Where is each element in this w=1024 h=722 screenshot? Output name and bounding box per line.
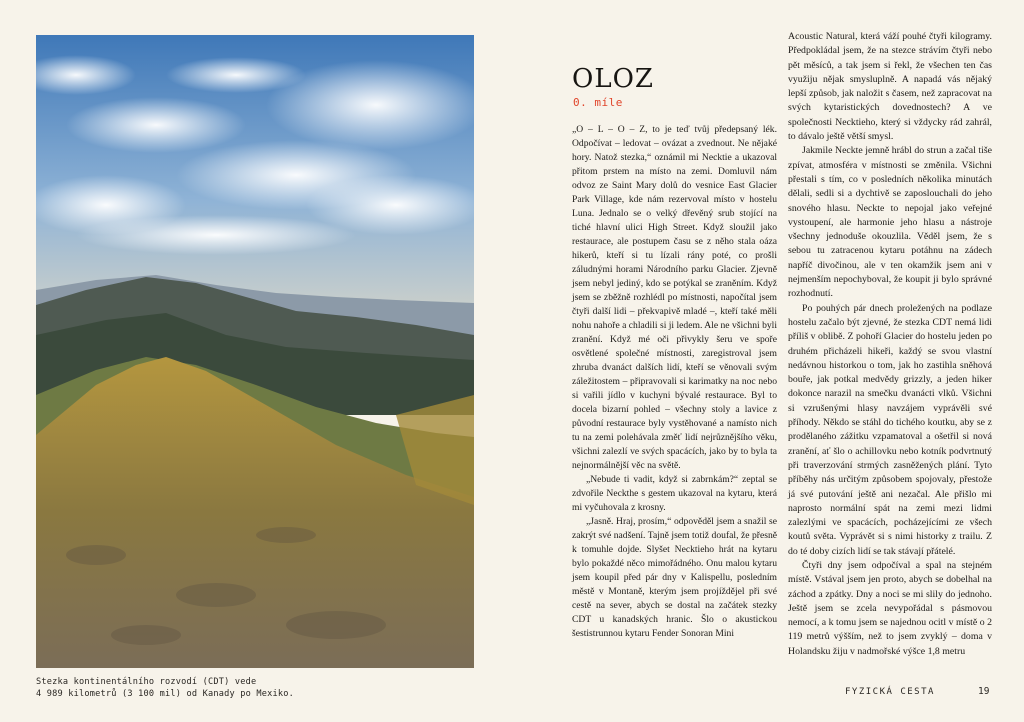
photo-caption [36,676,476,700]
paragraph: Po pouhých pár dnech proležených na podlaze hostelu začalo být zjevné, že stezka CDT nemá lidi příliš v oblibě. Z pohoří Glacier do hostelu jeden po druhém přicházeli hikeři, každý se svou vlastní nedávnou historkou o tom, jak ho zastihla sněhová bouře, jak potkal medvědy grizzly, a jeden hiker dokonce narazil na smečku dvanácti vlků. Všichni si vzrušenými hlasy navzájem vyprávěli své příhody. Někdo se stáhl do tichého koutku, aby se z prodělaného zážitku vzpamatoval a ošetřil si nová zranění, ať šlo o achillovku nebo kotník podvrtnutý při traverzování strmých zasněžených plání. Tyto příběhy nás určitým způsobem spojovaly, přestože já své putování ještě ani nezačal. Ale přišlo mi naprosto normální spát na zemi mezi lidmi zalezlými ve spacácích, pocházejícími ze všech koutů světa. Vyprávět si s nimi historky z trailu. Z do té doby cizích lidí se tak stávají přátelé. [788,302,992,557]
text-column-right [788,30,992,659]
paragraph: Čtyři dny jsem odpočíval a spal na stejném místě. Vstával jsem jen proto, abych se dobelhal na záchod a zpátky. Dny a noci se mi slily do jednoho. Ještě jsem se zcela nevypořádal s pásmovou nemocí, a k tomu jsem se najednou ocitl v místě o 2 119 metrů výšším, než to jsem zvyklý – doma v Holandsku žiju v nadmořské výšce 1,8 metru [788,559,992,657]
running-footer: FYZICKÁ CESTA [845,687,935,697]
paragraph: „Nebude ti vadit, když si zabrnkám?“ zeptal se zdvořile Neckthe s gestem ukazoval na kytaru, která mi vyčuhovala z krosny. [572,474,777,513]
caption-line-1: Stezka kontinentálního rozvodí (CDT) vede [36,677,257,687]
chapter-subtitle: 0. míle [573,96,623,109]
paragraph: Acoustic Natural, která váží pouhé čtyři kilogramy. Předpokládal jsem, že na stezce strávím čtyři nebo pět měsíců, a tak jsem si řekl, že všechen ten čas využiju nějak smysluplně. A napadá vás nějaký lepší způsob, jak naložit s časem, než zapracovat na svých kytaristických dovednostech? A ve společnosti Necktieho, který si vždycky rád zahrál, to dávalo ještě větší smysl. [788,31,992,143]
trail-photo [36,35,474,668]
paragraph: Jakmile Neckte jemně hrábl do strun a začal tiše zpívat, atmosféra v místnosti se změnila. Všichni přestali s tím, co v posledních několika minutách dělali, sedli si a dychtivě se zaposlouchali do jeho snového hlasu. Neckte to nepojal jako veřejné vystoupení, ale harmonie jeho hlasu a nástroje všechny jednoduše okouzlila. Věděl jsem, že s sebou tu zatracenou kytaru potáhnu na zádech napříč divočinou, ale v ten okamžik jsem ani v nejmenším nepochyboval, že koupit ji bylo správné rozhodnutí. [788,145,992,300]
text-column-left [572,123,777,641]
paragraph: „O – L – O – Z, to je teď tvůj předepsaný lék. Odpočívat – ledovat – ovázat a zvednout. Ne nějaké hory. Natož stezka,“ oznámil mi Necktie a ukazoval přitom prstem na místo na zemi. Domluvil nám odvoz ze Saint Mary dolů do vesnice East Glacier Park Village, kde nám rezervoval místo v hostelu Luna. Jednalo se o velký dřevěný srub stojící na tiché hlavní ulici High Street. Když sloužil jako restaurace, ale postupem času se z něho stala oáza hikerů, kteří si tu lízali rány poté, co prošli záludnými horami Národního parku Glacier. Zjevně jsem nebyl jediný, kdo se potýkal se zraněním. Když jsem se zběžně rozhlédl po místnosti, napočítal jsem čtyři další lidi – překvapivě mladé –, kteří také měli nohu nahoře a chladili si ji ledem. Ale ne všichni byli zranění. Když mé oči přivykly šeru ve spoře osvětlené společné místnosti, zaregistroval jsem zhruba dvanáct dalších lidí, kteří se věnovali svým záležitostem – připravovali si karimatky na noc nebo si vařili jídlo v kuchyni bývalé restaurace. Byl to docela bizarní pohled – všechny stoly a lavice z původní restaurace byly vystěhované a namísto nich tu na zemi polehávala změť lidí nejrůznějšího věku, všichni zalezlí ve svých spacácích, jako by to byla ta nejnormálnější věc na světě. [572,124,777,471]
page-number: 19 [978,686,990,697]
paragraph: „Jasně. Hraj, prosím,“ odpověděl jsem a snažil se zakrýt své nadšení. Tajně jsem totiž doufal, že přesně k tomuhle dojde. Slyšet Necktieho hrát na kytaru bylo pokaždé něco mimořádného. Onu malou kytaru jsem koupil před pár dny v Kalispellu, posledním městě v Montaně, kterým jsem projíždějel při své cestě na sever, abych se dostal na začátek stezky CDT u kanadských hranic. Šlo o akustickou šestistrunnou kytaru Fender Sonoran Mini [572,516,777,639]
mountain-ridge-photo-icon [36,35,474,668]
chapter-title: OLOZ [572,64,654,94]
caption-line-2: 4 989 kilometrů (3 100 mil) od Kanady po Mexiko. [36,689,294,699]
